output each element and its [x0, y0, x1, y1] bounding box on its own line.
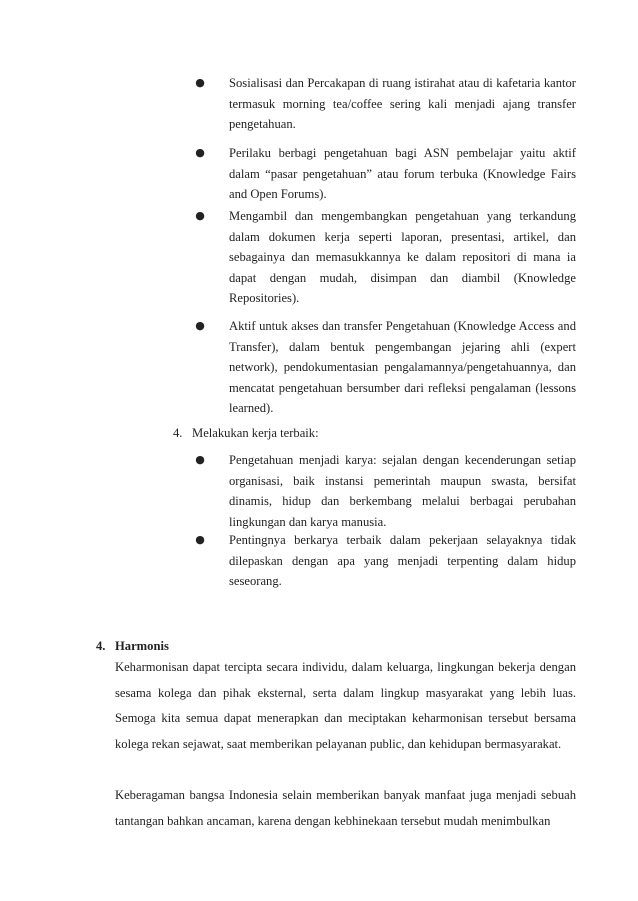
- section-heading: [96, 636, 169, 657]
- bullet-text: Pentingnya berkarya terbaik dalam pekerjaan selayaknya tidak dilepaskan dengan apa yang menjadi terpenting dalam hidup seseorang.: [229, 533, 576, 588]
- bullet-item: [195, 206, 576, 309]
- bullet-item: [195, 316, 576, 419]
- bullet-icon: ●: [195, 319, 205, 332]
- item-label: Melakukan kerja terbaik:: [192, 426, 319, 440]
- bullet-item: [195, 450, 576, 532]
- bullet-icon: ●: [195, 146, 205, 159]
- bullet-icon: ●: [195, 453, 205, 466]
- bullet-text: Aktif untuk akses dan transfer Pengetahuan (Knowledge Access and Transfer), dalam bentuk pengembangan jejaring ahli (expert network), pendokumentasian pengalamannya/pengetahuannya, dan mencatat pengetahuan bersumber dari refleksi pengalaman (lessons learned).: [229, 319, 576, 415]
- bullet-icon: ●: [195, 209, 205, 222]
- bullet-text: Perilaku berbagi pengetahuan bagi ASN pembelajar yaitu aktif dalam “pasar pengetahuan” atau forum terbuka (Knowledge Fairs and Open Forums).: [229, 146, 576, 201]
- section-title: Harmonis: [115, 639, 169, 653]
- item-number: 4.: [173, 426, 183, 440]
- bullet-item: [195, 73, 576, 135]
- section-number: 4.: [96, 639, 106, 653]
- bullet-text: Pengetahuan menjadi karya: sejalan dengan kecenderungan setiap organisasi, baik instansi pemerintah maupun swasta, bersifat dinamis, hidup dan berkembang melalui berbagai perubahan lingkungan dan karya manusia.: [229, 453, 576, 529]
- body-paragraph: Keberagaman bangsa Indonesia selain memberikan banyak manfaat juga menjadi sebuah tantangan bahkan ancaman, karena dengan kebhinekaan tersebut mudah menimbulkan: [115, 788, 576, 828]
- bullet-icon: ●: [195, 533, 205, 546]
- numbered-item: [173, 423, 319, 444]
- body-paragraph: Keharmonisan dapat tercipta secara individu, dalam keluarga, lingkungan bekerja dengan sesama kolega dan pihak eksternal, serta dalam lingkup masyarakat yang lebih luas. Semoga kita semua dapat menerapkan dan meciptakan keharmonisan tersebut bersama kolega rekan sejawat, saat memberikan pelayanan public, dan kehidupan bermasyarakat.: [115, 660, 576, 751]
- bullet-icon: ●: [195, 76, 205, 89]
- bullet-item: [195, 530, 576, 592]
- bullet-item: [195, 143, 576, 205]
- bullet-text: Mengambil dan mengembangkan pengetahuan yang terkandung dalam dokumen kerja seperti laporan, presentasi, artikel, dan sebagainya dan memasukkannya ke dalam repositori di mana ia dapat dengan mudah, disimpan dan diambil (Knowledge Repositories).: [229, 209, 576, 305]
- bullet-text: Sosialisasi dan Percakapan di ruang istirahat atau di kafetaria kantor termasuk morning tea/coffee sering kali menjadi ajang transfer pengetahuan.: [229, 76, 576, 131]
